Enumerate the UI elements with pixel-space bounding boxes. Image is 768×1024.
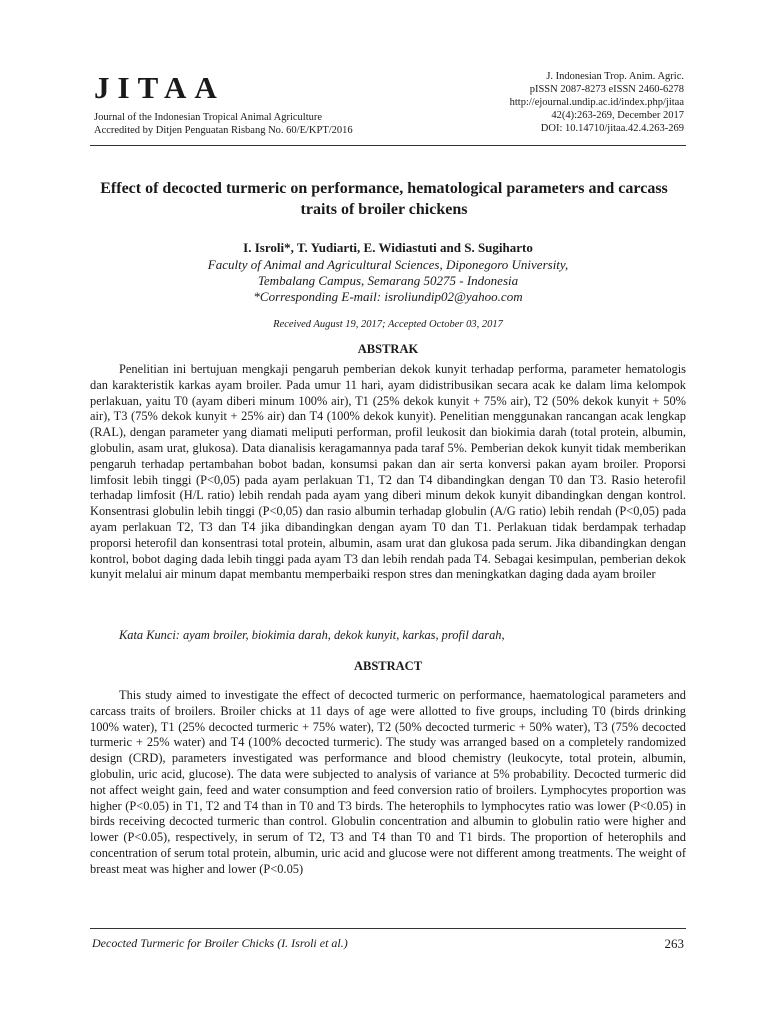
journal-logo: JITAA [94, 70, 225, 105]
header-divider [90, 145, 686, 146]
journal-identity [94, 111, 353, 137]
journal-url: http://ejournal.undip.ac.id/index.php/jitaa [509, 97, 684, 108]
journal-doi: DOI: 10.14710/jitaa.42.4.263-269 [540, 123, 684, 134]
abstract-body: This study aimed to investigate the effect of decocted turmeric on performance, haematological parameters and carcass traits of broilers. Broiler chicks at 11 days of age were allotted to five groups, including T0 (birds drinking 100% water), T1 (25% decocted turmeric + 75% water), T2 (50% decocted turmeric + 50% water), T3 (75% decocted turmeric + 25% water) and T4 (100% decocted turmeric). The study was arranged based on a completely randomized design (CRD), parameters investigated was performance and blood chemistry (leukocyte, total protein, albumin, globulin, uric acid, glucose). The data were subjected to analysis of variance at 5% probability. Decocted turmeric did not affect weight gain, feed and water consumption and feed conversion ratio of broilers. Lymphocytes proportion was higher (P<0.05) in T1, T2 and T4 than in T0 and T3 birds. The heterophils to lymphocytes ratio was lower (P<0.05) in birds receiving decocted turmeric than control. Globulin concentration and albumin to globulin ratio were higher and lower (P<0.05), respectively, in serum of T2, T3 and T4 than T0 and T1 birds. The proportion of heterophils and concentration of serum total protein, albumin, uric acid and glucose were not different among treatments. The weight of breast meat was higher and lower (P<0.05) [90, 688, 686, 876]
affiliation-line: Faculty of Animal and Agricultural Sciences, Diponegoro University, [207, 257, 569, 272]
article-title: Effect of decocted turmeric on performance, hematological parameters and carcass traits of broiler chickens [100, 180, 668, 218]
journal-abbrev: J. Indonesian Trop. Anim. Agric. [546, 71, 684, 82]
abstrak-body: Penelitian ini bertujuan mengkaji pengaruh pemberian dekok kunyit terhadap performa, parameter hematologis dan karakteristik karkas ayam broiler. Pada umur 11 hari, ayam didistribusikan secara acak ke dalam lima kelompok perlakuan, yaitu T0 (ayam diberi minum 100% air), T1 (25% dekok kunyit + 75% air), T2 (50% dekok kunyit + 50% air), T3 (75% dekok kunyit + 25% air) dan T4 (100% dekok kunyit). Penelitian menggunakan rancangan acak lengkap (RAL), dengan parameter yang diamati meliputi performan, profil leukosit dan biokimia darah (total protein, albumin, globulin, asam urat, glukosa). Data dianalisis keragamannya pada taraf 5%. Pemberian dekok kunyit tidak memberikan pengaruh terhadap pertambahan bobot badan, konsumsi pakan dan air serta konversi pakan ayam broiler. Proporsi limfosit lebih tinggi (P<0,05) pada ayam perlakuan T1, T2 dan T4 dibandingkan dengan T0 dan T3. Rasio heterofil terhadap limfosit (H/L ratio) lebih rendah pada ayam yang diberi minum dekok kunyit dibandingkan dengan kontrol. Konsentrasi globulin lebih tinggi (P<0,05) dan rasio albumin terhadap globulin (A/G ratio) lebih rendah (P<0,05) pada ayam perlakuan T2, T3 dan T4 jika dibandingkan dengan ayam T0 dan T1. Perlakuan tidak berdampak terhadap proporsi heterofil dan konsentrasi total protein, albumin, asam urat dan glukosa pada serum. Jika dibandingkan dengan kontrol, bobot daging dada lebih tinggi pada ayam T3 dan lebih rendah pada T4. Sebagai kesimpulan, pemberian dekok kunyit melalui air minum dapat membantu memperbaiki respon stres dan meningkatkan daging dada ayam broiler [90, 362, 686, 582]
affiliation-line: Tembalang Campus, Semarang 50275 - Indonesia [257, 273, 519, 288]
abstract-heading: ABSTRACT [353, 659, 423, 673]
footer-divider [90, 928, 686, 929]
journal-accreditation: Accredited by Ditjen Penguatan Risbang No. 60/E/KPT/2016 [94, 125, 353, 136]
abstrak-heading: ABSTRAK [357, 342, 419, 356]
abstrak-keywords: Kata Kunci: ayam broiler, biokimia darah, dekok kunyit, karkas, profil darah, [119, 628, 505, 642]
journal-meta [510, 70, 684, 135]
journal-name: Journal of the Indonesian Tropical Animal Agriculture [94, 112, 323, 123]
page-number: 263 [664, 936, 684, 951]
journal-issn: pISSN 2087-8273 eISSN 2460-6278 [529, 84, 684, 95]
received-dates: Received August 19, 2017; Accepted October 03, 2017 [273, 319, 503, 330]
article-authors: I. Isroli*, T. Yudiarti, E. Widiastuti and S. Sugiharto [243, 240, 533, 255]
author-affiliation [90, 257, 686, 305]
corresponding-email: *Corresponding E-mail: isroliundip02@yahoo.com [253, 289, 523, 304]
journal-volume: 42(4):263-269, December 2017 [551, 110, 684, 121]
running-title: Decocted Turmeric for Broiler Chicks (I. Isroli et al.) [92, 936, 348, 950]
